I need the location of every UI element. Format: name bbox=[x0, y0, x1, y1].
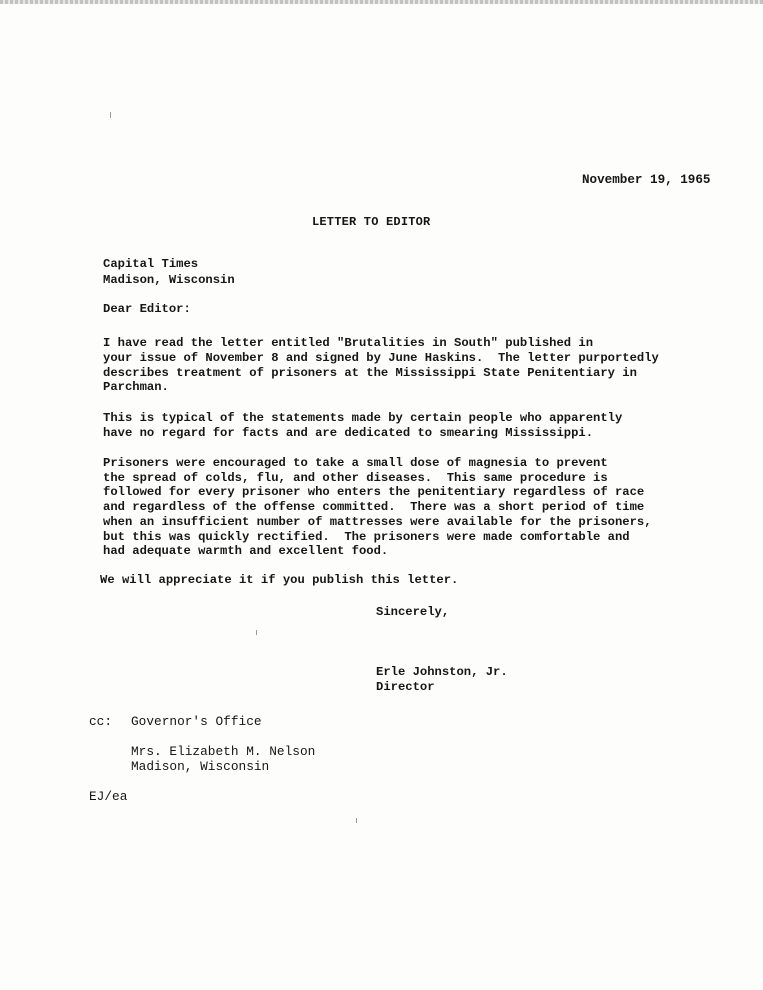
initials: EJ/ea bbox=[89, 789, 128, 804]
letter-date: November 19, 1965 bbox=[582, 173, 711, 187]
paragraph-3-line: Prisoners were encouraged to take a small dose of magnesia to prevent bbox=[103, 456, 608, 470]
paragraph-2-line: This is typical of the statements made by certain people who apparently bbox=[103, 411, 623, 425]
paragraph-3-line: the spread of colds, flu, and other diseases. This same procedure is bbox=[103, 471, 608, 485]
closing: Sincerely, bbox=[376, 605, 450, 619]
cc-second-line-2: Madison, Wisconsin bbox=[131, 759, 270, 774]
paragraph-3-line: followed for every prisoner who enters the penitentiary regardless of race bbox=[103, 485, 645, 499]
cc-second-line-1: Mrs. Elizabeth M. Nelson bbox=[131, 744, 316, 759]
scan-speck bbox=[110, 112, 111, 118]
cc-label: cc: bbox=[89, 714, 113, 729]
recipient-line-1: Capital Times bbox=[103, 257, 199, 271]
paragraph-1-line: your issue of November 8 and signed by June Haskins. The letter purportedly bbox=[103, 351, 659, 365]
paragraph-2-line: have no regard for facts and are dedicated to smearing Mississippi. bbox=[103, 426, 594, 440]
salutation: Dear Editor: bbox=[103, 302, 191, 316]
paragraph-3-line: had adequate warmth and excellent food. bbox=[103, 544, 389, 558]
signature-title: Director bbox=[376, 680, 435, 694]
scan-top-edge bbox=[0, 0, 763, 4]
paragraph-1-line: describes treatment of prisoners at the Mississippi State Penitentiary in bbox=[103, 366, 637, 380]
letter-title: LETTER TO EDITOR bbox=[312, 215, 431, 229]
paragraph-1-line: I have read the letter entitled "Brutalities in South" published in bbox=[103, 336, 594, 350]
cc-first: Governor's Office bbox=[131, 714, 262, 729]
paragraph-3-line: but this was quickly rectified. The prisoners were made comfortable and bbox=[103, 530, 630, 544]
paragraph-3-line: when an insufficient number of mattresses were available for the prisoners, bbox=[103, 515, 652, 529]
paragraph-1-line: Parchman. bbox=[103, 380, 169, 394]
paragraph-4-line: We will appreciate it if you publish this letter. bbox=[100, 573, 459, 587]
paragraph-3-line: and regardless of the offense committed. There was a short period of time bbox=[103, 500, 645, 514]
signature-name: Erle Johnston, Jr. bbox=[376, 665, 508, 679]
scan-speck bbox=[356, 818, 357, 823]
scan-speck bbox=[256, 630, 257, 635]
recipient-line-2: Madison, Wisconsin bbox=[103, 273, 235, 287]
